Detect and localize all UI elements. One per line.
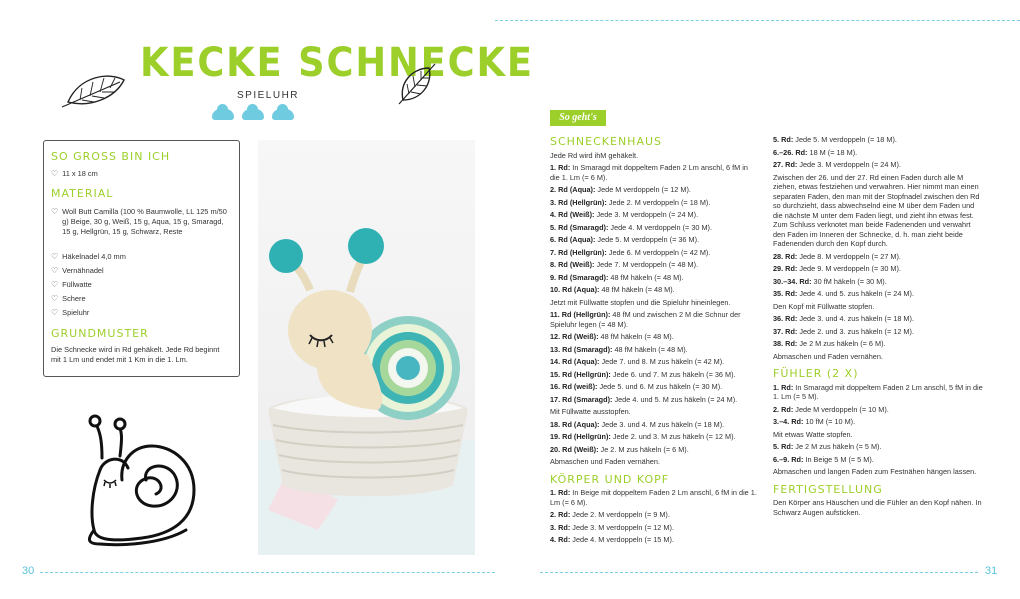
heart-bullet-icon: ♡ — [51, 169, 59, 178]
round-instruction — [550, 395, 758, 405]
round-instruction — [550, 223, 758, 233]
info-box — [43, 140, 240, 377]
heart-bullet-icon: ♡ — [51, 308, 59, 317]
page-subtitle: SPIELUHR — [237, 90, 300, 101]
round-label: 1. Rd: — [773, 382, 794, 392]
round-label: 2. Rd (Aqua): — [550, 185, 596, 194]
round-instruction — [550, 370, 758, 380]
round-label: 12. Rd (Weiß): — [550, 332, 599, 341]
product-photo — [258, 140, 475, 555]
heart-bullet-icon: ♡ — [51, 280, 59, 289]
round-label: 28. Rd: — [773, 251, 798, 261]
round-instruction — [773, 405, 983, 415]
round-label: 2. Rd: — [550, 510, 571, 519]
page-number-right: 31 — [985, 565, 998, 577]
round-list — [773, 383, 983, 427]
round-label: 1. Rd: — [550, 163, 571, 172]
round-instruction — [550, 185, 758, 195]
round-instruction — [550, 510, 758, 520]
page-number-left: 30 — [22, 565, 35, 577]
round-label: 1. Rd: — [550, 488, 571, 497]
round-text: Jede 5. M verdoppeln (= 36 M). — [595, 235, 700, 244]
round-instruction — [550, 445, 758, 455]
round-label: 16. Rd (weiß): — [550, 382, 598, 391]
round-list — [550, 420, 758, 455]
round-text: Jede 2. und 3. zus häkeln (= 12 M). — [797, 326, 914, 336]
round-instruction — [773, 442, 983, 452]
round-text: Je 2. M zus häkeln (= 6 M). — [598, 444, 689, 454]
round-label: 36. Rd: — [773, 314, 798, 323]
round-instruction — [550, 523, 758, 533]
cloud-icon — [272, 109, 294, 120]
round-instruction — [773, 455, 983, 465]
material-heading: MATERIAL — [51, 187, 114, 200]
round-text: Jede 2. und 3. M zus häkeln (= 12 M). — [610, 432, 736, 441]
crochet-snail-photo — [258, 140, 475, 555]
instruction-text: Abmaschen und Faden vernähen. — [550, 457, 660, 466]
instructions-column-2 — [773, 135, 983, 520]
round-label: 2. Rd: — [773, 404, 794, 414]
round-list — [550, 310, 758, 404]
round-instruction — [550, 357, 758, 367]
material-item: ♡ Häkelnadel 4,0 mm — [51, 252, 126, 261]
round-instruction — [773, 417, 983, 427]
round-label: 3.–4. Rd: — [773, 417, 804, 426]
round-instruction — [550, 248, 758, 258]
round-label: 19. Rd (Hellgrün): — [550, 432, 611, 441]
round-text: Jede 4. und 5. M zus häkeln (= 24 M). — [612, 394, 738, 404]
round-text: 48 fM häkeln (= 48 M). — [612, 344, 688, 354]
round-text: Jede 3. und 4. zus häkeln (= 18 M). — [797, 314, 914, 323]
round-label: 5. Rd: — [773, 442, 794, 451]
section-heading-finishing: FERTIGSTELLUNG — [773, 482, 883, 496]
round-label: 20. Rd (Weiß): — [550, 444, 599, 454]
round-text: Je 2 M zus häkeln (= 6 M). — [797, 339, 886, 348]
round-text: In Beige 5 M (= 5 M). — [803, 454, 874, 464]
round-list — [773, 442, 983, 464]
round-label: 7. Rd (Hellgrün): — [550, 247, 607, 257]
material-item: ♡ Spieluhr — [51, 308, 90, 317]
round-instruction — [550, 332, 758, 342]
round-instruction — [550, 345, 758, 355]
round-label: 30.–34. Rd: — [773, 276, 812, 286]
round-text: Jede 4. M verdoppeln (= 30 M). — [608, 222, 713, 232]
round-text: 48 fM häkeln (= 48 M). — [599, 285, 675, 294]
round-label: 38. Rd: — [773, 339, 798, 348]
round-label: 10. Rd (Aqua): — [550, 285, 600, 294]
round-text: Je 2 M zus häkeln (= 5 M). — [793, 442, 882, 451]
round-label: 6.–9. Rd: — [773, 454, 804, 464]
section-heading-body: KÖRPER UND KOPF — [550, 472, 670, 486]
instruction-text: Jede Rd wird ihM gehäkelt. — [550, 150, 639, 160]
round-label: 17. Rd (Smaragd): — [550, 394, 613, 404]
round-instruction — [773, 264, 983, 274]
round-text: 48 fM häkeln (= 48 M). — [598, 332, 674, 341]
round-instruction — [550, 210, 758, 220]
round-text: Jede M verdoppeln (= 12 M). — [595, 185, 691, 194]
leaf-icon-right — [395, 62, 440, 107]
round-text: Jede 7. M verdoppeln (= 48 M). — [594, 260, 699, 269]
instruction-text: Mit etwas Watte stopfen. — [773, 429, 853, 439]
instruction-text: Mit Füllwatte ausstopfen. — [550, 407, 631, 416]
round-label: 4. Rd: — [550, 535, 571, 544]
round-instruction — [550, 260, 758, 270]
round-text: Jede 5. M verdoppeln (= 18 M). — [793, 135, 897, 144]
round-text: 18 M (= 18 M). — [807, 147, 858, 157]
instruction-text: Abmaschen und langen Faden zum Festnähen hängen lassen. — [773, 467, 977, 476]
round-text: In Smaragd mit doppeltem Faden 2 Lm anschl, 5 fM in die 1. Lm (= 5 M). — [773, 382, 983, 401]
round-text: Jede 3. und 4. M zus häkeln (= 18 M). — [599, 419, 725, 429]
round-label: 29. Rd: — [773, 264, 798, 273]
round-label: 27. Rd: — [773, 160, 798, 169]
material-item: ♡ Füllwatte — [51, 280, 92, 289]
round-instruction — [550, 235, 758, 245]
round-text: Jede 5. und 6. M zus häkeln (= 30 M). — [597, 382, 723, 391]
round-text: Jede 2. M verdoppeln (= 18 M). — [606, 197, 711, 207]
round-instruction — [550, 310, 758, 329]
cloud-decoration — [212, 109, 294, 120]
round-text: 10 fM (= 10 M). — [803, 417, 856, 426]
top-dashed-line — [495, 20, 1020, 21]
instructions-column-1 — [550, 133, 758, 548]
instruction-text: Jetzt mit Füllwatte stopfen und die Spieluhr hineinlegen. — [550, 297, 731, 307]
instruction-text: Abmaschen und Faden vernähen. — [773, 351, 883, 361]
heart-bullet-icon: ♡ — [51, 294, 59, 303]
round-label: 5. Rd (Smaragd): — [550, 222, 609, 232]
round-instruction — [550, 420, 758, 430]
instruction-text: Zwischen der 26. und der 27. Rd einen Faden durch alle M ziehen, etwas festziehen und verwahren. Hier nimmt man einen separaten Faden, den man mit der Stopfnadel zwischen den Rd so durchzieht, dass abwechselnd eine M über dem Faden und die nächste M unter dem Faden liegt, und zieht ihn etwas fest. Zum Schluss verknotet man beide Fadenenden und verwahrt den Faden im Inneren der Schnecke, d. h. man zieht beide Fadenenden durch den Kopf durch. — [773, 172, 980, 248]
round-instruction — [773, 135, 983, 145]
pattern-text: Die Schnecke wird in Rd gehäkelt. Jede Rd beginnt mit 1 Lm und endet mit 1 Km in die 1. Lm. — [51, 345, 220, 364]
heart-bullet-icon: ♡ — [51, 207, 59, 216]
round-instruction — [550, 273, 758, 283]
round-instruction — [773, 160, 983, 170]
leaf-icon-left — [60, 70, 130, 110]
round-label: 37. Rd: — [773, 326, 798, 336]
round-instruction — [550, 488, 758, 507]
round-instruction — [550, 285, 758, 295]
heart-bullet-icon: ♡ — [51, 252, 59, 261]
round-instruction — [773, 277, 983, 287]
round-label: 3. Rd: — [550, 522, 571, 532]
round-label: 11. Rd (Hellgrün): — [550, 310, 611, 319]
round-label: 15. Rd (Hellgrün): — [550, 369, 611, 379]
round-list — [550, 488, 758, 545]
round-text: Jede 4. M verdoppeln (= 15 M). — [570, 535, 674, 544]
round-list — [773, 135, 983, 170]
round-text: Jede 3. M verdoppeln (= 24 M). — [797, 160, 901, 169]
page-title: KECKE SCHNECKE — [140, 40, 534, 86]
bottom-dashed-line-left — [40, 572, 495, 573]
how-to-badge: So geht's — [550, 110, 606, 126]
round-label: 35. Rd: — [773, 289, 798, 298]
round-label: 9. Rd (Smaragd): — [550, 272, 609, 282]
instruction-text: Den Körper ans Häuschen und die Fühler an den Kopf nähen. In Schwarz Augen aufsticken. — [773, 498, 982, 517]
section-heading-feelers: FÜHLER (2 X) — [773, 367, 859, 380]
round-instruction — [550, 198, 758, 208]
round-list — [773, 314, 983, 349]
round-text: Jede 9. M verdoppeln (= 30 M). — [797, 264, 901, 273]
round-label: 6.–26. Rd: — [773, 147, 808, 157]
round-text: Jede M verdoppeln (= 10 M). — [793, 404, 889, 414]
snail-illustration — [82, 410, 202, 550]
round-text: Jede 3. M verdoppeln (= 12 M). — [570, 522, 674, 532]
round-label: 13. Rd (Smaragd): — [550, 344, 613, 354]
cloud-icon — [242, 109, 264, 120]
round-text: Jede 3. M verdoppeln (= 24 M). — [594, 210, 699, 219]
round-text: Jede 7. und 8. M zus häkeln (= 42 M). — [599, 357, 725, 366]
size-item: ♡ 11 x 18 cm — [51, 169, 98, 178]
bottom-dashed-line-right — [540, 572, 978, 573]
section-heading-shell: SCHNECKENHAUS — [550, 135, 663, 148]
round-list — [550, 163, 758, 295]
round-text: 48 fM häkeln (= 48 M). — [608, 272, 684, 282]
round-instruction — [773, 252, 983, 262]
round-label: 18. Rd (Aqua): — [550, 419, 600, 429]
round-text: 48 fM und zwischen 2 M die Schnur der Spieluhr legen (= 48 M). — [550, 310, 741, 329]
round-label: 6. Rd (Aqua): — [550, 235, 596, 244]
round-label: 4. Rd (Weiß): — [550, 210, 595, 219]
round-instruction — [773, 327, 983, 337]
round-instruction — [550, 163, 758, 182]
material-item: ♡ Woll Butt Camilla (100 % Baumwolle, LL 125 m/50 g) Beige, 30 g, Weiß, 15 g, Aqua, 15 g, Smaragd, 15 g, Hellgrün, 15 g, Schwarz, Reste — [51, 207, 227, 236]
round-instruction — [773, 289, 983, 299]
round-text: In Beige mit doppeltem Faden 2 Lm anschl, 6 fM in die 1. Lm (= 6 M). — [550, 488, 757, 507]
round-label: 3. Rd (Hellgrün): — [550, 197, 607, 207]
round-text: In Smaragd mit doppeltem Faden 2 Lm anschl, 6 fM in die 1. Lm (= 6 M). — [550, 163, 748, 182]
round-instruction — [773, 314, 983, 324]
round-instruction — [550, 535, 758, 545]
round-label: 8. Rd (Weiß): — [550, 260, 595, 269]
round-text: Jede 6. und 7. M zus häkeln (= 36 M). — [610, 369, 736, 379]
round-text: Jede 8. M verdoppeln (= 27 M). — [797, 251, 901, 261]
round-label: 14. Rd (Aqua): — [550, 357, 600, 366]
round-list — [773, 252, 983, 299]
round-text: Jede 4. und 5. zus häkeln (= 24 M). — [797, 289, 914, 298]
pattern-heading: GRUNDMUSTER — [51, 327, 149, 340]
cloud-icon — [212, 109, 234, 120]
round-text: 30 fM häkeln (= 30 M). — [811, 276, 887, 286]
round-instruction — [550, 382, 758, 392]
instruction-text: Den Kopf mit Füllwatte stopfen. — [773, 301, 875, 311]
round-text: Jede 2. M verdoppeln (= 9 M). — [570, 510, 670, 519]
size-heading: SO GROSS BIN ICH — [51, 150, 171, 163]
round-instruction — [773, 339, 983, 349]
material-item: ♡ Schere — [51, 294, 86, 303]
round-instruction — [773, 148, 983, 158]
material-item: ♡ Vernähnadel — [51, 266, 104, 275]
round-instruction — [773, 383, 983, 402]
round-label: 5. Rd: — [773, 135, 794, 144]
heart-bullet-icon: ♡ — [51, 266, 59, 275]
round-text: Jede 6. M verdoppeln (= 42 M). — [606, 247, 711, 257]
round-instruction — [550, 432, 758, 442]
